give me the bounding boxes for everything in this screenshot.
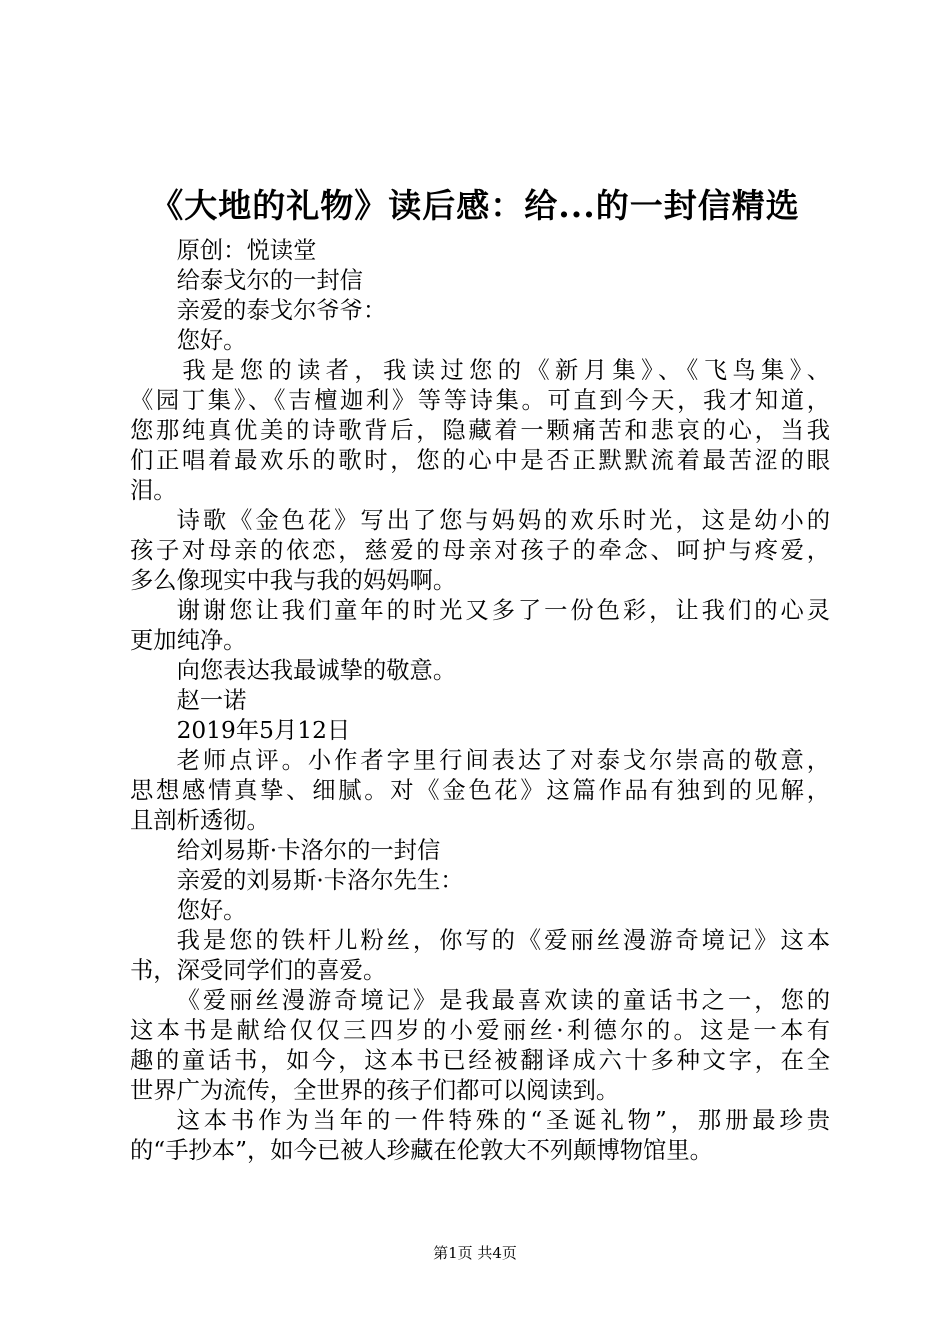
- text-line: 我是您的读者，我读过您的《新月集》、《飞鸟集》、: [182, 357, 830, 384]
- text-line: 《爱丽丝漫游奇境记》是我最喜欢读的童话书之一，您的: [176, 987, 830, 1014]
- text-line: 的“手抄本”，如今已被人珍藏在伦敦大不列颠博物馆里。: [130, 1137, 713, 1164]
- text-line: 趣的童话书，如今，这本书已经被翻译成六十多种文字，在全: [130, 1047, 830, 1074]
- text-line: 给刘易斯·卡洛尔的一封信: [176, 837, 441, 864]
- text-line: 世界广为流传，全世界的孩子们都可以阅读到。: [130, 1077, 620, 1104]
- text-line: 且剖析透彻。: [130, 807, 270, 834]
- text-line: 诗歌《金色花》写出了您与妈妈的欢乐时光，这是幼小的: [176, 507, 830, 534]
- text-line: 谢谢您让我们童年的时光又多了一份色彩，让我们的心灵: [176, 597, 830, 624]
- text-line: 思想感情真挚、细腻。对《金色花》这篇作品有独到的见解，: [130, 777, 830, 804]
- text-line: 多么像现实中我与我的妈妈啊。: [130, 567, 457, 594]
- text-line: 《园丁集》、《吉檀迦利》等等诗集。可直到今天，我才知道，: [130, 387, 830, 414]
- document-title: 《大地的礼物》读后感：给...的一封信精选: [150, 186, 800, 225]
- text-line: 向您表达我最诚挚的敬意。: [176, 657, 457, 684]
- text-line: 泪。: [130, 477, 177, 504]
- text-line: 您那纯真优美的诗歌背后，隐藏着一颗痛苦和悲哀的心，当我: [130, 417, 830, 444]
- text-line: 更加纯净。: [130, 627, 247, 654]
- text-line: 亲爱的泰戈尔爷爷：: [176, 297, 387, 324]
- text-line: 亲爱的刘易斯·卡洛尔先生：: [176, 867, 464, 894]
- text-line: 这本书是献给仅仅三四岁的小爱丽丝·利德尔的。这是一本有: [130, 1017, 830, 1044]
- page-footer: 第1页 共4页: [433, 1244, 517, 1262]
- text-line: 孩子对母亲的依恋，慈爱的母亲对孩子的牵念、呵护与疼爱，: [130, 537, 830, 564]
- document-body: [130, 236, 830, 1166]
- text-line: 这本书作为当年的一件特殊的“圣诞礼物”，那册最珍贵: [176, 1107, 830, 1134]
- text-line: 原创：悦读堂: [176, 237, 317, 264]
- text-line: 您好。: [176, 897, 247, 924]
- text-line: 您好。: [176, 327, 247, 354]
- text-line: 给泰戈尔的一封信: [176, 267, 363, 294]
- text-line: 我是您的铁杆儿粉丝，你写的《爱丽丝漫游奇境记》这本: [176, 927, 830, 954]
- text-line: 书，深受同学们的喜爱。: [130, 957, 387, 984]
- text-line: 老师点评。小作者字里行间表达了对泰戈尔崇高的敬意，: [176, 747, 830, 774]
- text-line: 们正唱着最欢乐的歌时，您的心中是否正默默流着最苦涩的眼: [130, 447, 830, 474]
- text-line: 2019年5月12日: [176, 717, 351, 744]
- text-line: 赵一诺: [176, 687, 247, 714]
